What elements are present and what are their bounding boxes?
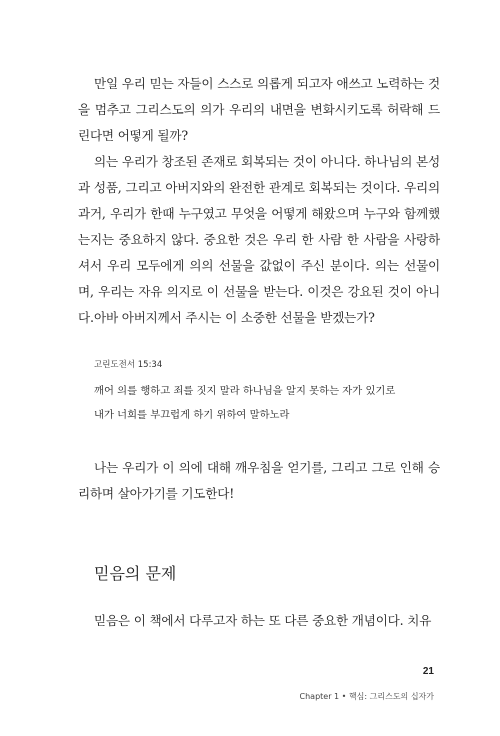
scripture-quote-line: 내가 너희를 부끄럽게 하기 위하여 말하노라 (94, 409, 290, 421)
scripture-reference: 고린도전서 15:34 (94, 360, 163, 370)
body-paragraph: 믿음은 이 책에서 다루고자 하는 또 다른 중요한 개념이다. 치유 (94, 613, 432, 628)
body-paragraph: 의는 우리가 창조된 존재로 회복되는 것이 아니다. 하나님의 본성과 성품, 그리고 아버지와의 완전한 관계로 회복되는 것이다. 우리의 과거, 우리가 한때 누구였고 무엇을 어떻게 해왔으며 누구와 함께했는지는 중요하지 않다. 중요한 것은 우리 한 사람 한 사람을 사랑하셔서 우리 모두에게 의의 선물을 값없이 주신 분이다. 의는 선물이며, 우리는 자유 의지로 이 선물을 받는다. 이것은 강요된 것이 아니다. (78, 154, 440, 325)
section-heading: 믿음의 문제 (94, 564, 177, 583)
body-paragraph: 만일 우리 믿는 자들이 스스로 의롭게 되고자 애쓰고 노력하는 것을 멈추고 그리스도의 의가 우리의 내면을 변화시키도록 허락해 드린다면 어떻게 될까? (78, 76, 440, 143)
page-number: 21 (422, 666, 434, 677)
scripture-quote-line: 깨어 의를 행하고 죄를 짓지 말라 하나님을 알지 못하는 자가 있기로 (94, 385, 396, 397)
running-footer: Chapter 1 • 핵심: 그리스도의 십자가 (299, 692, 434, 701)
body-paragraph: 나는 우리가 이 의에 대해 깨우침을 얻기를, 그리고 그로 인해 승리하며 살아가기를 기도한다! (78, 460, 440, 501)
body-paragraph: 아바 아버지께서 주시는 이 소중한 선물을 받겠는가? (94, 310, 375, 325)
